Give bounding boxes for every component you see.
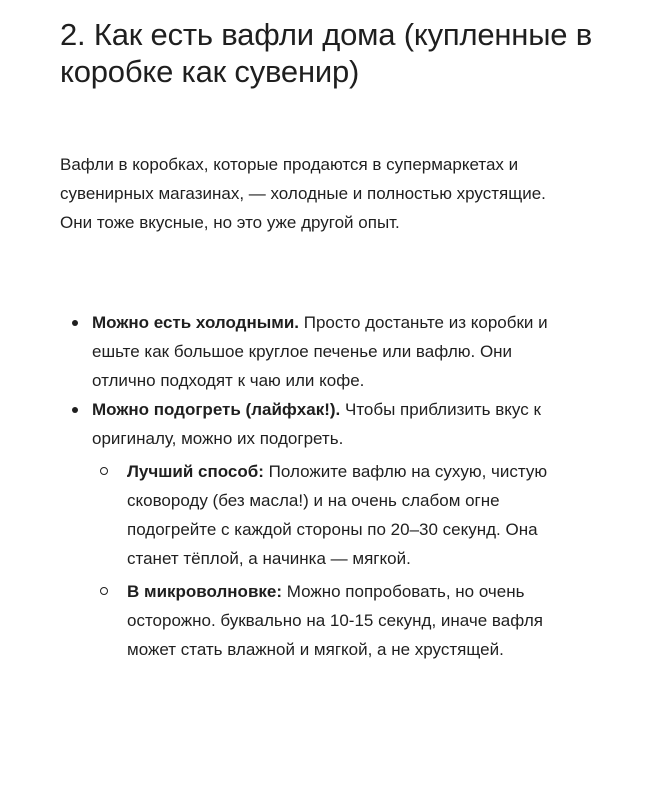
tips-list <box>0 308 600 668</box>
reheat-methods-list <box>92 457 570 664</box>
list-item-label: Можно подогреть (лайфхак!). <box>92 400 341 419</box>
sub-item-label: В микроволновке: <box>127 582 283 601</box>
sub-item-best-method <box>92 457 570 573</box>
sub-item-microwave <box>92 577 570 664</box>
bullet-dot-icon <box>72 320 78 326</box>
bullet-circle-icon <box>100 587 108 595</box>
bullet-dot-icon <box>72 407 78 413</box>
bullet-circle-icon <box>100 467 108 475</box>
list-item-label: Можно есть холодными. <box>92 313 299 332</box>
intro-paragraph: Вафли в коробках, которые продаются в супермаркетах и сувенирных магазинах, — холодные и полностью хрустящие. Они тоже вкусные, но это уже другой опыт. <box>60 155 546 232</box>
list-item-reheat <box>0 395 600 664</box>
sub-item-label: Лучший способ: <box>127 462 264 481</box>
sub-item-text: Можно попробовать, но очень осторожно. буквально на 10-15 секунд, иначе вафля может стать влажной и мягкой, а не хрустящей. <box>127 582 543 659</box>
list-item-text: Просто достаньте из коробки и ешьте как большое круглое печенье или вафлю. Они отлично подходят к чаю или кофе. <box>92 313 548 390</box>
list-item-text: Чтобы приблизить вкус к оригиналу, можно их подогреть. <box>92 400 541 448</box>
sub-item-text: Положите вафлю на сухую, чистую сковороду (без масла!) и на очень слабом огне подогрейте с каждой стороны по 20–30 секунд. Она станет тёплой, а начинка — мягкой. <box>127 462 548 568</box>
section-heading: 2. Как есть вафли дома (купленные в коробке как сувенир) <box>60 17 593 89</box>
list-item-eat-cold <box>0 308 600 395</box>
